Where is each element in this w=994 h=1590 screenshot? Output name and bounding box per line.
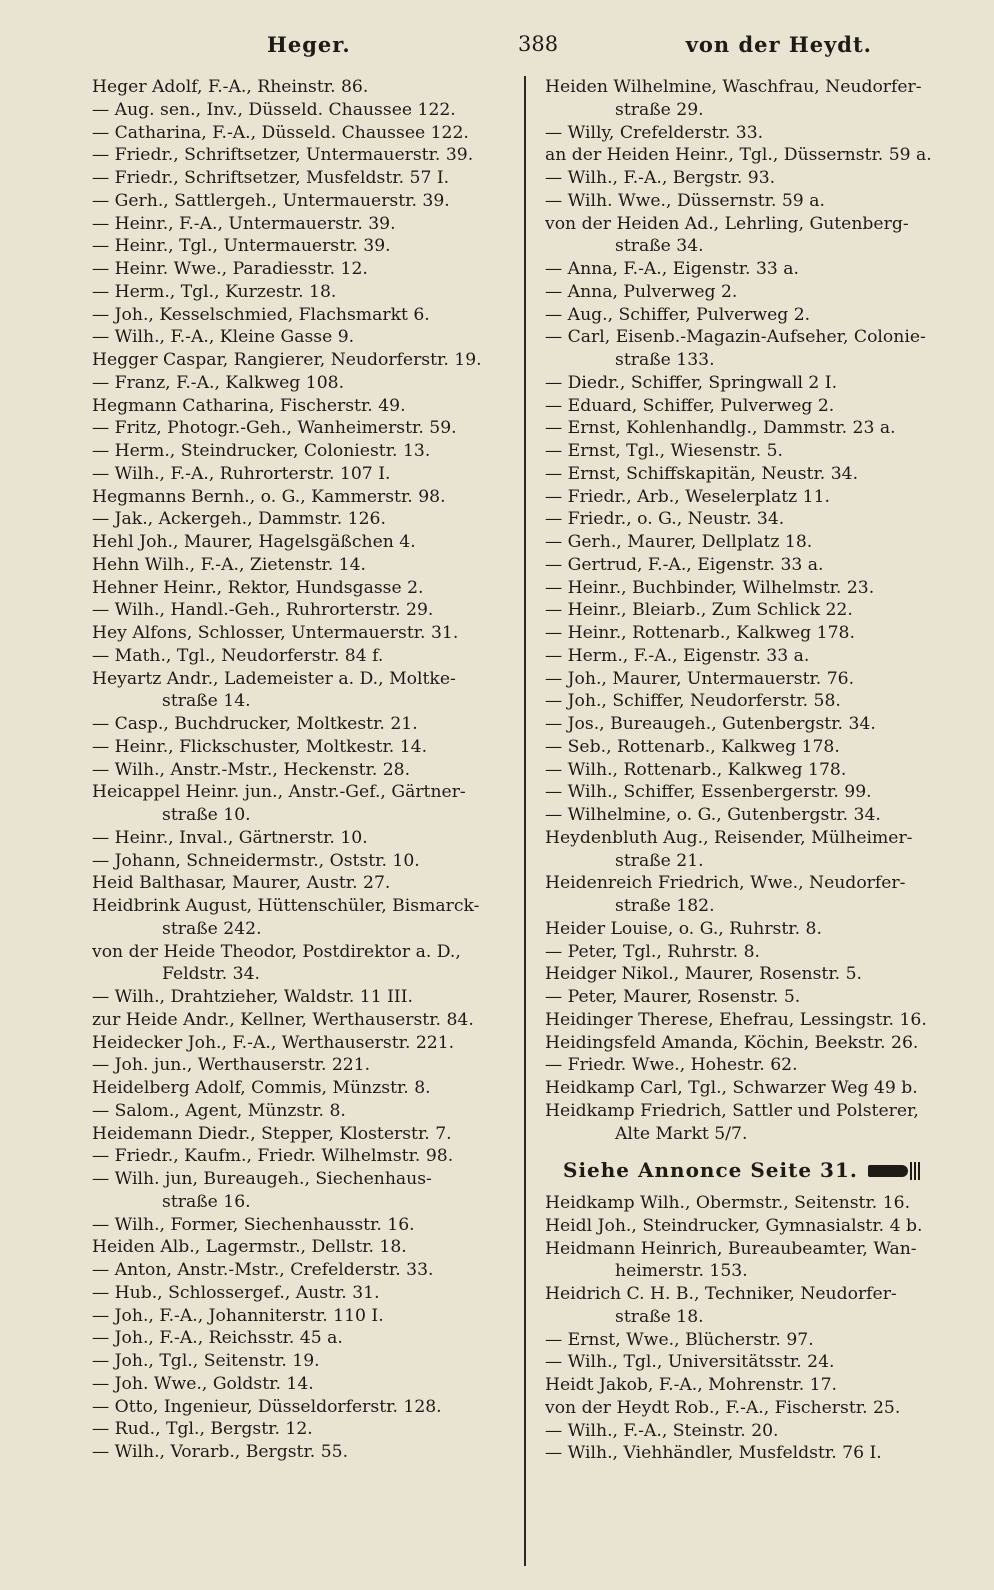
- directory-entry: — Wilh., Viehhändler, Musfeldstr. 76 I.: [545, 1443, 882, 1464]
- directory-entry: — Otto, Ingenieur, Düsseldorferstr. 128.: [92, 1396, 442, 1417]
- directory-entry-continuation: Feldstr. 34.: [162, 964, 260, 985]
- directory-entry: — Ernst, Tgl., Wiesenstr. 5.: [545, 441, 783, 461]
- directory-entry: — Fritz, Photogr.-Geh., Wanheimerstr. 59.: [92, 418, 457, 439]
- column-divider: [524, 76, 526, 1566]
- directory-entry: — Joh., F.-A., Johanniterstr. 110 I.: [92, 1305, 384, 1326]
- right-column: [545, 76, 970, 1465]
- directory-entry: Hehner Heinr., Rektor, Hundsgasse 2.: [92, 577, 424, 598]
- directory-entry: — Herm., Steindrucker, Coloniestr. 13.: [92, 441, 431, 461]
- directory-entry-continuation: straße 29.: [615, 99, 704, 120]
- directory-entry: Heidrich C. H. B., Techniker, Neudorfer-: [545, 1284, 897, 1304]
- directory-entry: — Heinr., Inval., Gärtnerstr. 10.: [92, 827, 368, 848]
- directory-entry: — Gertrud, F.-A., Eigenstr. 33 a.: [545, 554, 824, 575]
- directory-entry: — Friedr., o. G., Neustr. 34.: [545, 509, 785, 530]
- directory-entry: — Joh., Maurer, Untermauerstr. 76.: [545, 668, 855, 689]
- directory-entry: — Ernst, Schiffskapitän, Neustr. 34.: [545, 463, 859, 484]
- directory-entry: — Anna, F.-A., Eigenstr. 33 a.: [545, 259, 800, 279]
- directory-entry: Heidecker Joh., F.-A., Werthauserstr. 221.: [92, 1032, 455, 1053]
- directory-entry: Heidemann Diedr., Stepper, Klosterstr. 7.: [92, 1123, 452, 1144]
- directory-entry-continuation: straße 133.: [615, 350, 715, 370]
- directory-entry: Heidmann Heinrich, Bureaubeamter, Wan-: [545, 1238, 917, 1259]
- directory-entry: Heiden Alb., Lagermstr., Dellstr. 18.: [92, 1237, 407, 1258]
- directory-entry: — Wilh., Handl.-Geh., Ruhrorterstr. 29.: [92, 600, 434, 621]
- page-number: 388: [518, 32, 559, 56]
- directory-entry: Hegmanns Bernh., o. G., Kammerstr. 98.: [92, 486, 446, 507]
- directory-entry-continuation: straße 16.: [162, 1191, 251, 1212]
- directory-entry: — Ernst, Kohlenhandlg., Dammstr. 23 a.: [545, 418, 896, 439]
- directory-entry-continuation: straße 14.: [162, 691, 251, 712]
- directory-entry: Heidingsfeld Amanda, Köchin, Beekstr. 26.: [545, 1032, 919, 1053]
- directory-entry-continuation: straße 182.: [615, 896, 715, 916]
- directory-entry: Heidt Jakob, F.-A., Mohrenstr. 17.: [545, 1375, 837, 1395]
- directory-entry: — Wilh. jun, Bureaugeh., Siechenhaus-: [92, 1169, 432, 1189]
- directory-entry: — Herm., F.-A., Eigenstr. 33 a.: [545, 645, 810, 666]
- directory-entry: zur Heide Andr., Kellner, Werthauserstr. 84.: [92, 1009, 474, 1030]
- directory-entry: — Wilh., Former, Siechenhausstr. 16.: [92, 1214, 415, 1235]
- announcement: [563, 1159, 970, 1182]
- directory-entry: Heid Balthasar, Maurer, Austr. 27.: [92, 873, 391, 894]
- directory-entry: — Heinr., Rottenarb., Kalkweg 178.: [545, 623, 855, 643]
- directory-entry: — Diedr., Schiffer, Springwall 2 I.: [545, 372, 838, 393]
- directory-entry: — Wilh., F.-A., Steinstr. 20.: [545, 1420, 779, 1441]
- directory-entry: — Jos., Bureaugeh., Gutenbergstr. 34.: [545, 714, 876, 734]
- directory-entry: Heidkamp Wilh., Obermstr., Seitenstr. 16.: [545, 1193, 911, 1213]
- directory-entry: — Joh., F.-A., Reichsstr. 45 a.: [92, 1328, 343, 1349]
- directory-entry-continuation: heimerstr. 153.: [615, 1261, 748, 1282]
- directory-entry: Heidelberg Adolf, Commis, Münzstr. 8.: [92, 1078, 431, 1098]
- directory-entry: Hehl Joh., Maurer, Hagelsgäßchen 4.: [92, 532, 416, 552]
- pointing-hand-icon: [868, 1162, 924, 1180]
- directory-entry: an der Heiden Heinr., Tgl., Düssernstr. 59 a.: [545, 145, 932, 166]
- directory-entry: Heidbrink August, Hüttenschüler, Bismarck-: [92, 896, 480, 916]
- directory-entry: von der Heide Theodor, Postdirektor a. D.,: [92, 941, 461, 962]
- directory-entry: — Willy, Crefelderstr. 33.: [545, 122, 764, 143]
- directory-entry: Heiden Wilhelmine, Waschfrau, Neudorfer-: [545, 77, 922, 97]
- directory-entry: — Catharina, F.-A., Düsseld. Chaussee 122.: [92, 122, 469, 143]
- directory-entry: — Peter, Maurer, Rosenstr. 5.: [545, 987, 801, 1007]
- directory-entry: — Heinr., Bleiarb., Zum Schlick 22.: [545, 600, 853, 621]
- directory-entry: — Friedr., Schriftsetzer, Musfeldstr. 57 I.: [92, 168, 450, 188]
- directory-entry: — Gerh., Maurer, Dellplatz 18.: [545, 532, 813, 552]
- header-right-keyword: von der Heydt.: [685, 32, 872, 57]
- directory-entry: — Seb., Rottenarb., Kalkweg 178.: [545, 736, 840, 757]
- directory-entry: — Joh., Kesselschmied, Flachsmarkt 6.: [92, 304, 430, 325]
- directory-entry: — Friedr. Wwe., Hohestr. 62.: [545, 1055, 798, 1076]
- directory-entry: — Friedr., Arb., Weselerplatz 11.: [545, 486, 831, 507]
- directory-entry: Heidger Nikol., Maurer, Rosenstr. 5.: [545, 964, 862, 985]
- directory-entry: — Jak., Ackergeh., Dammstr. 126.: [92, 509, 386, 530]
- directory-entry: Heicappel Heinr. jun., Anstr.-Gef., Gärtner-: [92, 782, 466, 803]
- directory-entry: — Rud., Tgl., Bergstr. 12.: [92, 1419, 313, 1440]
- directory-entry: — Carl, Eisenb.-Magazin-Aufseher, Colonie-: [545, 327, 926, 348]
- directory-entry: Hegmann Catharina, Fischerstr. 49.: [92, 395, 406, 416]
- directory-entry: Heidenreich Friedrich, Wwe., Neudorfer-: [545, 873, 906, 894]
- directory-entry: — Heinr. Wwe., Paradiesstr. 12.: [92, 259, 368, 279]
- directory-entry: — Johann, Schneidermstr., Oststr. 10.: [92, 850, 420, 871]
- directory-entry: Heidkamp Carl, Tgl., Schwarzer Weg 49 b.: [545, 1078, 918, 1098]
- directory-entry: — Friedr., Kaufm., Friedr. Wilhelmstr. 98.: [92, 1146, 454, 1167]
- directory-entry: Heidinger Therese, Ehefrau, Lessingstr. 16.: [545, 1009, 927, 1030]
- directory-entry: — Wilh. Wwe., Düssernstr. 59 a.: [545, 190, 825, 211]
- directory-entry: Heger Adolf, F.-A., Rheinstr. 86.: [92, 77, 369, 97]
- directory-entry: von der Heiden Ad., Lehrling, Gutenberg-: [545, 213, 909, 234]
- directory-entry: Hegger Caspar, Rangierer, Neudorferstr. 19.: [92, 350, 482, 370]
- directory-entry: — Joh. Wwe., Goldstr. 14.: [92, 1373, 314, 1394]
- directory-entry: — Wilh., Schiffer, Essenbergerstr. 99.: [545, 782, 872, 803]
- directory-entry: — Heinr., F.-A., Untermauerstr. 39.: [92, 213, 396, 234]
- directory-entry: — Salom., Agent, Münzstr. 8.: [92, 1100, 346, 1121]
- directory-entry: Heidl Joh., Steindrucker, Gymnasialstr. 4 b.: [545, 1215, 923, 1236]
- directory-entry: — Wilh., F.-A., Bergstr. 93.: [545, 168, 776, 188]
- directory-entry: Hehn Wilh., F.-A., Zietenstr. 14.: [92, 554, 366, 575]
- directory-entry: — Heinr., Buchbinder, Wilhelmstr. 23.: [545, 577, 875, 598]
- header-left-keyword: Heger.: [267, 32, 351, 57]
- directory-entry-continuation: straße 10.: [162, 805, 251, 825]
- directory-entry-continuation: straße 34.: [615, 236, 704, 257]
- directory-entry-continuation: Alte Markt 5/7.: [615, 1123, 748, 1144]
- directory-entry: — Wilh., Rottenarb., Kalkweg 178.: [545, 759, 847, 780]
- directory-entry: — Friedr., Schriftsetzer, Untermauerstr. 39.: [92, 145, 474, 166]
- directory-entry: — Aug., Schiffer, Pulverweg 2.: [545, 304, 811, 325]
- right-column-bottom: [545, 1192, 970, 1465]
- directory-entry: — Anna, Pulverweg 2.: [545, 281, 738, 302]
- directory-entry: — Gerh., Sattlergeh., Untermauerstr. 39.: [92, 190, 450, 211]
- announcement-text: Siehe Annonce Seite 31.: [563, 1158, 858, 1183]
- directory-entry: — Casp., Buchdrucker, Moltkestr. 21.: [92, 714, 418, 734]
- directory-entry: — Franz, F.-A., Kalkweg 108.: [92, 372, 345, 393]
- right-column-top: [545, 76, 970, 1145]
- directory-entry: — Wilh., F.-A., Kleine Gasse 9.: [92, 327, 355, 348]
- directory-entry: — Joh., Schiffer, Neudorferstr. 58.: [545, 691, 841, 712]
- directory-entry: — Heinr., Tgl., Untermauerstr. 39.: [92, 236, 391, 257]
- directory-entry-continuation: straße 18.: [615, 1306, 704, 1327]
- directory-entry: — Joh., Tgl., Seitenstr. 19.: [92, 1351, 320, 1371]
- directory-entry: — Heinr., Flickschuster, Moltkestr. 14.: [92, 736, 428, 757]
- directory-entry: — Ernst, Wwe., Blücherstr. 97.: [545, 1329, 814, 1350]
- directory-entry: Heidkamp Friedrich, Sattler und Polsterer,: [545, 1100, 919, 1121]
- directory-entry: — Wilh., Drahtzieher, Waldstr. 11 III.: [92, 987, 413, 1007]
- directory-entry: — Wilh., Vorarb., Bergstr. 55.: [92, 1442, 349, 1462]
- directory-entry: — Wilh., F.-A., Ruhrorterstr. 107 I.: [92, 463, 391, 484]
- directory-entry: — Aug. sen., Inv., Düsseld. Chaussee 122.: [92, 99, 456, 120]
- directory-entry-continuation: straße 21.: [615, 850, 704, 871]
- directory-entry: — Wilhelmine, o. G., Gutenbergstr. 34.: [545, 805, 881, 825]
- directory-entry: — Wilh., Anstr.-Mstr., Heckenstr. 28.: [92, 759, 411, 780]
- directory-entry: — Eduard, Schiffer, Pulverweg 2.: [545, 395, 835, 416]
- directory-entry: — Peter, Tgl., Ruhrstr. 8.: [545, 941, 760, 962]
- directory-entry: von der Heydt Rob., F.-A., Fischerstr. 25.: [545, 1397, 901, 1418]
- page-header: [92, 32, 872, 66]
- directory-entry: — Joh. jun., Werthauserstr. 221.: [92, 1055, 371, 1076]
- directory-entry-continuation: straße 242.: [162, 918, 262, 939]
- directory-entry: Heydenbluth Aug., Reisender, Mülheimer-: [545, 827, 913, 848]
- directory-entry: — Anton, Anstr.-Mstr., Crefelderstr. 33.: [92, 1260, 434, 1280]
- directory-entry: Hey Alfons, Schlosser, Untermauerstr. 31.: [92, 623, 459, 643]
- directory-entry: — Wilh., Tgl., Universitätsstr. 24.: [545, 1352, 835, 1373]
- directory-entry: — Math., Tgl., Neudorferstr. 84 f.: [92, 645, 384, 666]
- directory-entry: Heider Louise, o. G., Ruhrstr. 8.: [545, 918, 822, 939]
- left-column: [92, 76, 518, 1464]
- directory-entry: Heyartz Andr., Lademeister a. D., Moltke-: [92, 668, 456, 689]
- directory-entry: — Hub., Schlossergef., Austr. 31.: [92, 1282, 380, 1303]
- directory-entry: — Herm., Tgl., Kurzestr. 18.: [92, 281, 337, 302]
